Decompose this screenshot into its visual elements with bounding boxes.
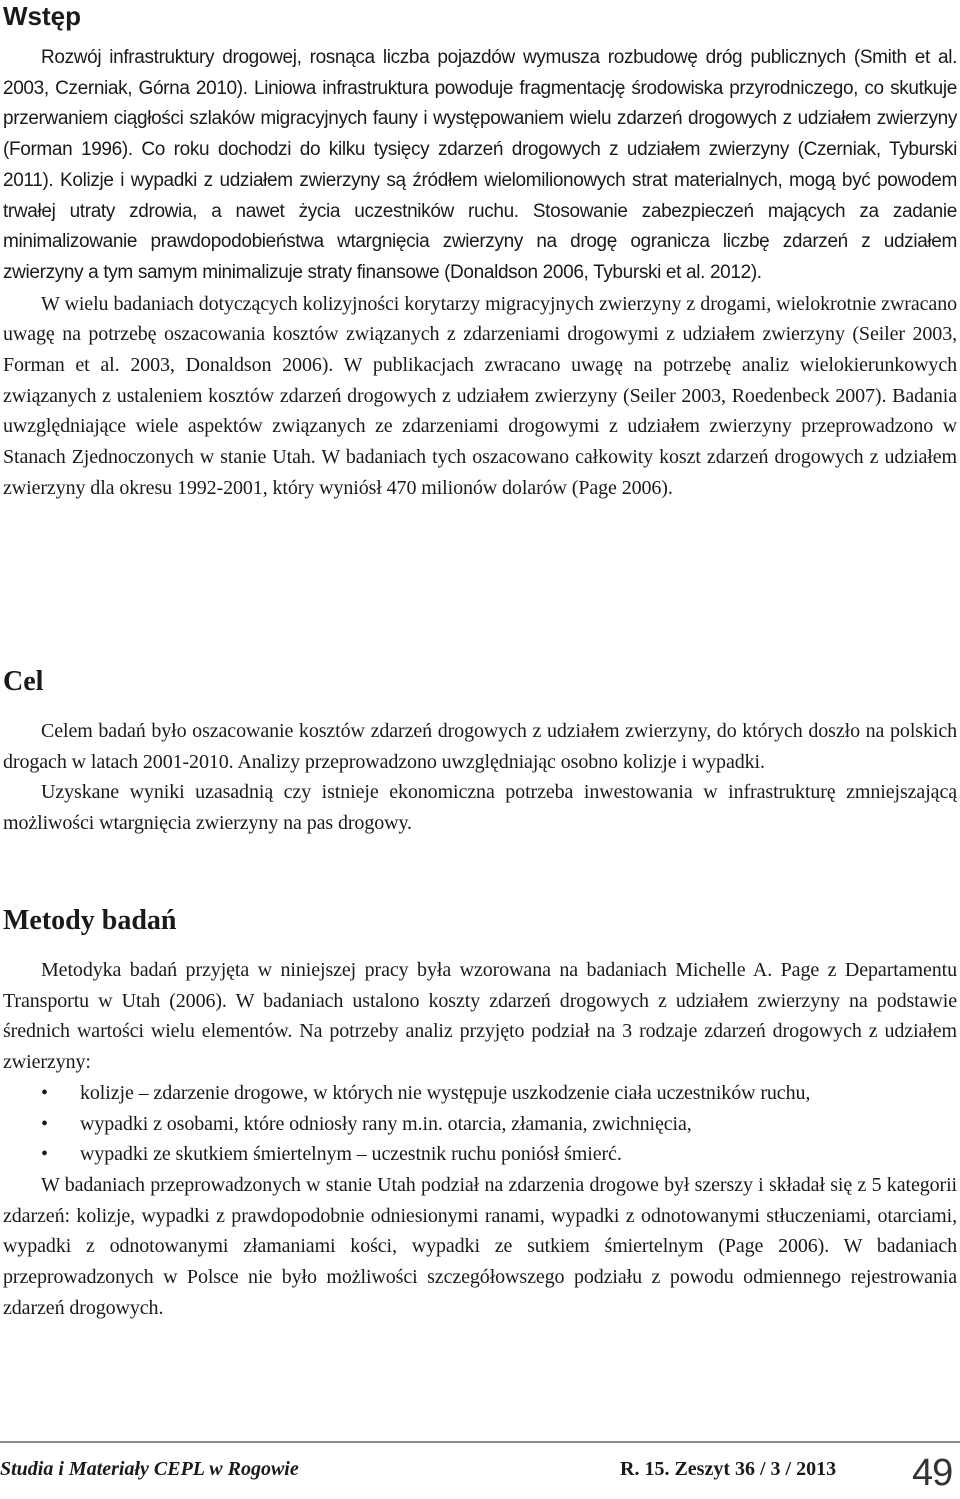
bullet-icon: • — [41, 1081, 48, 1104]
list-item — [3, 1139, 957, 1170]
section-heading-cel: Cel — [3, 666, 44, 697]
list-item — [3, 1109, 957, 1140]
list-item — [3, 1078, 957, 1109]
section-heading-metody: Metody badań — [3, 905, 177, 936]
paragraph-wstep-2: W wielu badaniach dotyczących kolizyjności korytarzy migracyjnych zwierzyny z drogami, wielokrotnie zwracano uwagę na potrzebę oszacowania kosztów związanych z zdarzeniami drogowymi z udziałem zwierzyny (Seiler 2003, Forman et al. 2003, Donaldson 2006). W publikacjach zwracano uwagę na potrzebę analiz wielokierunkowych związanych z ustaleniem kosztów zdarzeń drogowych z udziałem zwierzyny (Seiler 2003, Roedenbeck 2007). Badania uwzględniające wiele aspektów związanych ze zdarzeniami drogowymi z udziałem zwierzyny przeprowadzono w Stanach Zjednoczonych w stanie Utah. W badaniach tych oszacowano całkowity koszt zdarzeń drogowych z udziałem zwierzyny dla okresu 1992-2001, który wyniósł 470 milionów dolarów (Page 2006). — [3, 292, 957, 499]
section-body-metody — [3, 955, 957, 1323]
bullet-icon: • — [41, 1143, 48, 1166]
page-number: 49 — [912, 1452, 953, 1494]
paragraph-cel-2: Uzyskane wyniki uzasadnią czy istnieje ekonomiczna potrzeba inwestowania w infrastrukturę zmniejszającą możliwości wtargnięcia zwierzyny na pas drogowy. — [3, 781, 957, 835]
footer-journal-title: Studia i Materiały CEPL w Rogowie — [0, 1458, 299, 1480]
paragraph-wstep-1: Rozwój infrastruktury drogowej, rosnąca liczba pojazdów wymusza rozbudowę dróg publicznych (Smith et al. 2003, Czerniak, Górna 2010). Liniowa infrastruktura powoduje fragmentację środowiska przyrodniczego, co skutkuje przerwaniem ciągłości szlaków migracyjnych fauny i występowaniem wielu zdarzeń drogowych z udziałem zwierzyny (Forman 1996). Co roku dochodzi do kilku tysięcy zdarzeń drogowych z udziałem zwierzyny (Czerniak, Tyburski 2011). Kolizje i wypadki z udziałem zwierzyny są źródłem wielomilionowych strat materialnych, mogą być powodem trwałej utraty zdrowia, a nawet życia uczestników ruchu. Stosowanie zabezpieczeń mających za zadanie minimalizowanie prawdopodobieństwa wtargnięcia zwierzyny na drogę ogranicza liczbę zdarzeń z udziałem zwierzyny a tym samym minimalizuje straty finansowe (Donaldson 2006, Tyburski et al. 2012). — [3, 47, 957, 283]
footer-issue: R. 15. Zeszyt 36 / 3 / 2013 — [620, 1458, 837, 1480]
paragraph-cel-1: Celem badań było oszacowanie kosztów zdarzeń drogowych z udziałem zwierzyny, do których doszło na polskich drogach w latach 2001-2010. Analizy przeprowadzono uwzględniając osobno kolizje i wypadki. — [3, 720, 957, 773]
bullet-icon: • — [41, 1112, 48, 1135]
list-item-text: wypadki ze skutkiem śmiertelnym – uczestnik ruchu poniósł śmierć. — [80, 1143, 622, 1166]
section-heading-wstep: Wstęp — [3, 1, 81, 31]
list-item-text: kolizje – zdarzenie drogowe, w których nie występuje uszkodzenie ciała uczestników ruchu, — [80, 1081, 811, 1104]
paragraph-metody-2: W badaniach przeprowadzonych w stanie Utah podział na zdarzenia drogowe był szerszy i składał się z 5 kategorii zdarzeń: kolizje, wypadki z prawdopodobnie odniesionymi ranami, wypadki z odnotowanymi stłuczeniami, otarciami, wypadki z odnotowanymi złamaniami kości, wypadki ze sutkiem śmiertelnym (Page 2006). W badaniach przeprowadzonych w Polsce nie było możliwości szczegółowszego podziału z powodu odmiennego rejestrowania zdarzeń drogowych. — [3, 1173, 957, 1319]
section-body-cel — [3, 716, 957, 839]
paragraph-metody-1: Metodyka badań przyjęta w niniejszej pracy była wzorowana na badaniach Michelle A. Page z Departamentu Transportu w Utah (2006). W badaniach ustalono koszty zdarzeń drogowych z udziałem zwierzyny na podstawie średnich wartości wielu elementów. Na potrzeby analiz przyjęto podział na 3 rodzaje zdarzeń drogowych z udziałem zwierzyny: — [3, 959, 957, 1074]
footer-divider — [0, 1441, 960, 1443]
event-type-list — [3, 1078, 957, 1170]
section-body-wstep — [3, 43, 957, 504]
list-item-text: wypadki z osobami, które odniosły rany m.in. otarcia, złamania, zwichnięcia, — [80, 1112, 692, 1135]
